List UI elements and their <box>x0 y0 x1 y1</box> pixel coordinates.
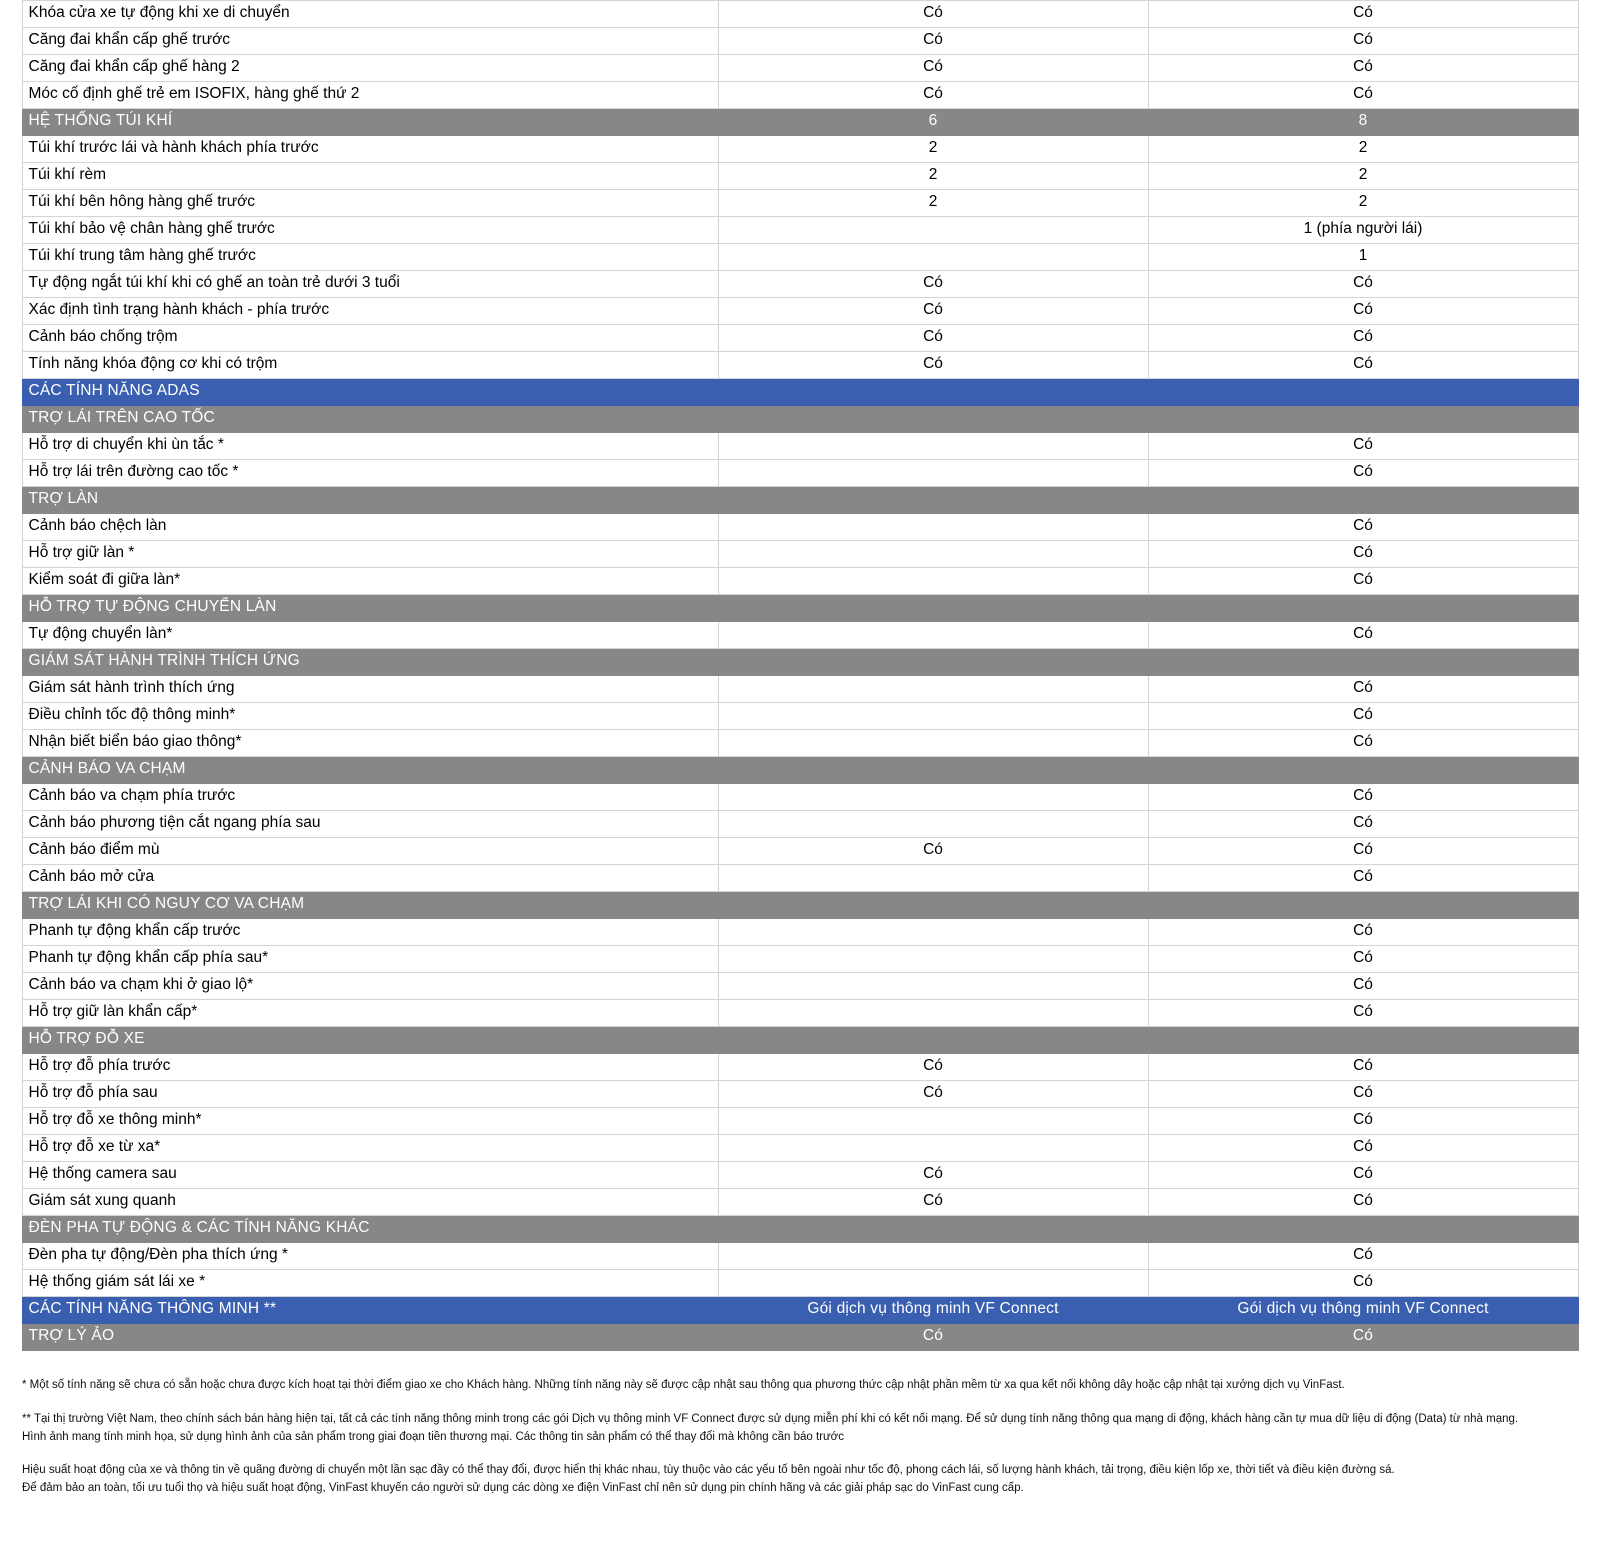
variant-2-value <box>1148 406 1578 433</box>
feature-label: Kiểm soát đi giữa làn* <box>22 568 718 595</box>
variant-2-value: Có <box>1148 811 1578 838</box>
table-row <box>22 1081 1578 1108</box>
variant-1-value <box>718 460 1148 487</box>
variant-1-value <box>718 487 1148 514</box>
variant-2-value: 2 <box>1148 190 1578 217</box>
feature-label: Căng đai khẩn cấp ghế trước <box>22 28 718 55</box>
table-row <box>22 136 1578 163</box>
table-row <box>22 325 1578 352</box>
variant-1-value <box>718 1243 1148 1270</box>
variant-1-value <box>718 1027 1148 1054</box>
feature-label: Cảnh báo mở cửa <box>22 865 718 892</box>
variant-1-value <box>718 919 1148 946</box>
variant-2-value: Có <box>1148 1243 1578 1270</box>
variant-1-value <box>718 595 1148 622</box>
table-row <box>22 865 1578 892</box>
variant-1-value: Có <box>718 325 1148 352</box>
table-row <box>22 1243 1578 1270</box>
variant-2-value: Có <box>1148 1 1578 28</box>
feature-label: Cảnh báo phương tiện cắt ngang phía sau <box>22 811 718 838</box>
table-row <box>22 55 1578 82</box>
feature-label: TRỢ LÀN <box>22 487 718 514</box>
variant-2-value: Có <box>1148 1054 1578 1081</box>
variant-1-value <box>718 244 1148 271</box>
variant-2-value <box>1148 487 1578 514</box>
variant-1-value <box>718 946 1148 973</box>
section-header-row <box>22 1216 1578 1243</box>
variant-1-value: Có <box>718 28 1148 55</box>
variant-2-value: Có <box>1148 82 1578 109</box>
variant-2-value: 8 <box>1148 109 1578 136</box>
table-row <box>22 433 1578 460</box>
variant-1-value: 2 <box>718 163 1148 190</box>
variant-1-value <box>718 1270 1148 1297</box>
section-header-row <box>22 649 1578 676</box>
table-row <box>22 82 1578 109</box>
table-row <box>22 973 1578 1000</box>
variant-2-value: Có <box>1148 703 1578 730</box>
variant-1-value: Có <box>718 352 1148 379</box>
feature-label: ĐÈN PHA TỰ ĐỘNG & CÁC TÍNH NĂNG KHÁC <box>22 1216 718 1243</box>
variant-2-value: Gói dịch vụ thông minh VF Connect <box>1148 1297 1578 1324</box>
table-row <box>22 1135 1578 1162</box>
variant-2-value: Có <box>1148 973 1578 1000</box>
variant-1-value <box>718 541 1148 568</box>
feature-label: CÁC TÍNH NĂNG ADAS <box>22 379 718 406</box>
table-row <box>22 919 1578 946</box>
feature-label: Tính năng khóa động cơ khi có trộm <box>22 352 718 379</box>
variant-1-value <box>718 406 1148 433</box>
variant-2-value: Có <box>1148 1081 1578 1108</box>
footnote-performance: Hiệu suất hoạt động của xe và thông tin về quãng đường di chuyển một lần sạc đầy có thể thay đổi, được hiển thị khác nhau, tùy thuộc vào các yếu tố bên ngoài như tốc độ, phong cách lái, số lượng hành khách, tải trọng, điều kiện lốp xe, thời tiết và điều kiện đường sá. <box>22 1464 1395 1477</box>
feature-label: HỖ TRỢ ĐỖ XE <box>22 1027 718 1054</box>
table-row <box>22 244 1578 271</box>
table-row <box>22 703 1578 730</box>
feature-label: HỆ THỐNG TÚI KHÍ <box>22 109 718 136</box>
feature-label: Túi khí bên hông hàng ghế trước <box>22 190 718 217</box>
variant-2-value: Có <box>1148 271 1578 298</box>
variant-2-value <box>1148 595 1578 622</box>
footnote-battery: Để đảm bảo an toàn, tối ưu tuổi thọ và hiệu suất hoạt động, VinFast khuyến cáo người sử dụng các dòng xe điện VinFast chỉ nên sử dụng pin chính hãng và các giải pháp sạc do VinFast cung cấp. <box>22 1482 1024 1495</box>
feature-label: TRỢ LÝ ẢO <box>22 1324 718 1351</box>
variant-2-value: Có <box>1148 865 1578 892</box>
variant-1-value: Có <box>718 271 1148 298</box>
feature-label: Giám sát xung quanh <box>22 1189 718 1216</box>
variant-2-value: Có <box>1148 622 1578 649</box>
variant-2-value: Có <box>1148 433 1578 460</box>
variant-1-value <box>718 676 1148 703</box>
feature-label: Phanh tự động khẩn cấp phía sau* <box>22 946 718 973</box>
feature-label: Hỗ trợ đỗ xe từ xa* <box>22 1135 718 1162</box>
variant-2-value: Có <box>1148 352 1578 379</box>
feature-label: Túi khí bảo vệ chân hàng ghế trước <box>22 217 718 244</box>
variant-1-value <box>718 1108 1148 1135</box>
table-row <box>22 541 1578 568</box>
variant-1-value <box>718 757 1148 784</box>
feature-label: Cảnh báo chống trộm <box>22 325 718 352</box>
variant-2-value: Có <box>1148 325 1578 352</box>
feature-label: Túi khí trước lái và hành khách phía trước <box>22 136 718 163</box>
table-row <box>22 730 1578 757</box>
feature-label: Cảnh báo va chạm khi ở giao lộ* <box>22 973 718 1000</box>
table-row <box>22 946 1578 973</box>
feature-label: TRỢ LÁI KHI CÓ NGUY CƠ VA CHẠM <box>22 892 718 919</box>
variant-1-value: Có <box>718 55 1148 82</box>
variant-1-value <box>718 433 1148 460</box>
feature-label: Khóa cửa xe tự động khi xe di chuyển <box>22 1 718 28</box>
variant-1-value: Có <box>718 1054 1148 1081</box>
variant-1-value: Có <box>718 1081 1148 1108</box>
variant-2-value <box>1148 1216 1578 1243</box>
variant-2-value: Có <box>1148 1135 1578 1162</box>
variant-1-value: 6 <box>718 109 1148 136</box>
variant-2-value: Có <box>1148 1000 1578 1027</box>
variant-2-value: Có <box>1148 298 1578 325</box>
variant-2-value: Có <box>1148 568 1578 595</box>
variant-1-value <box>718 1135 1148 1162</box>
variant-1-value <box>718 514 1148 541</box>
variant-1-value: Có <box>718 298 1148 325</box>
variant-2-value: Có <box>1148 541 1578 568</box>
variant-2-value: 1 (phía người lái) <box>1148 217 1578 244</box>
variant-1-value: Có <box>718 82 1148 109</box>
variant-2-value: Có <box>1148 1162 1578 1189</box>
table-row <box>22 28 1578 55</box>
variant-2-value <box>1148 757 1578 784</box>
feature-label: Móc cố định ghế trẻ em ISOFIX, hàng ghế thứ 2 <box>22 82 718 109</box>
table-row <box>22 217 1578 244</box>
variant-1-value <box>718 379 1148 406</box>
specification-table-body <box>22 1 1578 1351</box>
variant-1-value <box>718 1216 1148 1243</box>
table-row <box>22 514 1578 541</box>
feature-label: GIÁM SÁT HÀNH TRÌNH THÍCH ỨNG <box>22 649 718 676</box>
variant-1-value: Có <box>718 838 1148 865</box>
variant-1-value <box>718 1000 1148 1027</box>
variant-2-value: Có <box>1148 946 1578 973</box>
variant-1-value: Gói dịch vụ thông minh VF Connect <box>718 1297 1148 1324</box>
variant-1-value: Có <box>718 1162 1148 1189</box>
table-row <box>22 676 1578 703</box>
variant-1-value <box>718 730 1148 757</box>
table-row <box>22 352 1578 379</box>
variant-2-value: Có <box>1148 1189 1578 1216</box>
table-row <box>22 163 1578 190</box>
table-row <box>22 1108 1578 1135</box>
feature-label: Hỗ trợ giữ làn * <box>22 541 718 568</box>
feature-label: Căng đai khẩn cấp ghế hàng 2 <box>22 55 718 82</box>
specification-table <box>22 0 1579 1351</box>
section-header-row <box>22 487 1578 514</box>
variant-2-value: Có <box>1148 514 1578 541</box>
feature-label: Phanh tự động khẩn cấp trước <box>22 919 718 946</box>
section-header-row <box>22 595 1578 622</box>
variant-1-value: Có <box>718 1 1148 28</box>
variant-2-value <box>1148 1027 1578 1054</box>
section-header-row <box>22 757 1578 784</box>
variant-1-value <box>718 622 1148 649</box>
variant-2-value: Có <box>1148 1108 1578 1135</box>
variant-1-value: Có <box>718 1189 1148 1216</box>
feature-label: CẢNH BÁO VA CHẠM <box>22 757 718 784</box>
table-row <box>22 1054 1578 1081</box>
feature-label: Xác định tình trạng hành khách - phía trước <box>22 298 718 325</box>
feature-label: CÁC TÍNH NĂNG THÔNG MINH ** <box>22 1297 718 1324</box>
variant-2-value: Có <box>1148 784 1578 811</box>
variant-2-value: Có <box>1148 1270 1578 1297</box>
feature-label: Hỗ trợ di chuyển khi ùn tắc * <box>22 433 718 460</box>
variant-2-value: Có <box>1148 28 1578 55</box>
feature-label: Cảnh báo chệch làn <box>22 514 718 541</box>
table-row <box>22 460 1578 487</box>
section-header-row <box>22 406 1578 433</box>
section-header-row <box>22 892 1578 919</box>
feature-label: HỖ TRỢ TỰ ĐỘNG CHUYỂN LÀN <box>22 595 718 622</box>
feature-label: Cảnh báo va chạm phía trước <box>22 784 718 811</box>
variant-1-value <box>718 811 1148 838</box>
table-row <box>22 1270 1578 1297</box>
section-header-row <box>22 379 1578 406</box>
feature-label: Hỗ trợ đỗ phía trước <box>22 1054 718 1081</box>
variant-2-value: Có <box>1148 730 1578 757</box>
table-row <box>22 838 1578 865</box>
feature-label: Túi khí rèm <box>22 163 718 190</box>
feature-label: Nhận biết biển báo giao thông* <box>22 730 718 757</box>
table-row <box>22 811 1578 838</box>
variant-2-value: Có <box>1148 460 1578 487</box>
feature-label: Hệ thống camera sau <box>22 1162 718 1189</box>
variant-1-value: 2 <box>718 190 1148 217</box>
variant-2-value: 2 <box>1148 136 1578 163</box>
variant-1-value: Có <box>718 1324 1148 1351</box>
variant-1-value <box>718 892 1148 919</box>
table-row <box>22 1189 1578 1216</box>
variant-1-value <box>718 973 1148 1000</box>
feature-label: Hỗ trợ đỗ xe thông minh* <box>22 1108 718 1135</box>
variant-1-value <box>718 568 1148 595</box>
feature-label: Điều chỉnh tốc độ thông minh* <box>22 703 718 730</box>
table-row <box>22 190 1578 217</box>
section-header-row <box>22 1297 1578 1324</box>
table-row <box>22 622 1578 649</box>
variant-1-value <box>718 649 1148 676</box>
feature-label: Tự động chuyển làn* <box>22 622 718 649</box>
table-row <box>22 1 1578 28</box>
variant-2-value: Có <box>1148 676 1578 703</box>
table-row <box>22 271 1578 298</box>
variant-1-value <box>718 703 1148 730</box>
variant-2-value <box>1148 649 1578 676</box>
variant-2-value: Có <box>1148 838 1578 865</box>
table-row <box>22 568 1578 595</box>
feature-label: Giám sát hành trình thích ứng <box>22 676 718 703</box>
table-row <box>22 298 1578 325</box>
table-row <box>22 1162 1578 1189</box>
table-row <box>22 1000 1578 1027</box>
variant-1-value: 2 <box>718 136 1148 163</box>
section-header-row <box>22 109 1578 136</box>
variant-1-value <box>718 217 1148 244</box>
variant-2-value <box>1148 892 1578 919</box>
table-row <box>22 784 1578 811</box>
feature-label: Đèn pha tự động/Đèn pha thích ứng * <box>22 1243 718 1270</box>
feature-label: Hỗ trợ đỗ phía sau <box>22 1081 718 1108</box>
feature-label: Tự động ngắt túi khí khi có ghế an toàn trẻ dưới 3 tuổi <box>22 271 718 298</box>
variant-1-value <box>718 865 1148 892</box>
section-header-row <box>22 1027 1578 1054</box>
feature-label: Túi khí trung tâm hàng ghế trước <box>22 244 718 271</box>
footnote-illustration: Hình ảnh mang tính minh họa, sử dụng hình ảnh của sản phẩm trong giai đoạn tiền thương mại. Các thông tin sản phẩm có thể thay đổi mà không cần báo trước <box>22 1430 844 1443</box>
variant-2-value: 1 <box>1148 244 1578 271</box>
section-header-row <box>22 1324 1578 1351</box>
footnote-asterisk: * Một số tính năng sẽ chưa có sẵn hoặc chưa được kích hoạt tại thời điểm giao xe cho Khách hàng. Những tính năng này sẽ được cập nhật sau thông qua phương thức cập nhật phần mềm từ xa qua kết nối không dây hoặc cập nhật tại xưởng dịch vụ VinFast. <box>22 1379 1345 1391</box>
variant-1-value <box>718 784 1148 811</box>
variant-2-value: Có <box>1148 55 1578 82</box>
footnotes <box>22 1377 1578 1498</box>
feature-label: TRỢ LÁI TRÊN CAO TỐC <box>22 406 718 433</box>
feature-label: Hệ thống giám sát lái xe * <box>22 1270 718 1297</box>
variant-2-value <box>1148 379 1578 406</box>
variant-2-value: 2 <box>1148 163 1578 190</box>
feature-label: Cảnh báo điểm mù <box>22 838 718 865</box>
footnote-double-asterisk: ** Tại thị trường Việt Nam, theo chính sách bán hàng hiện tại, tất cả các tính năng thông minh trong các gói Dịch vụ thông minh VF Connect được sử dụng miễn phí khi có kết nối mạng. Để sử dụng tính năng thông qua mạng di động, khách hàng cần tự mua dữ liệu di động (Data) từ nhà mạng. <box>22 1412 1519 1425</box>
feature-label: Hỗ trợ giữ làn khẩn cấp* <box>22 1000 718 1027</box>
variant-2-value: Có <box>1148 1324 1578 1351</box>
variant-2-value: Có <box>1148 919 1578 946</box>
feature-label: Hỗ trợ lái trên đường cao tốc * <box>22 460 718 487</box>
